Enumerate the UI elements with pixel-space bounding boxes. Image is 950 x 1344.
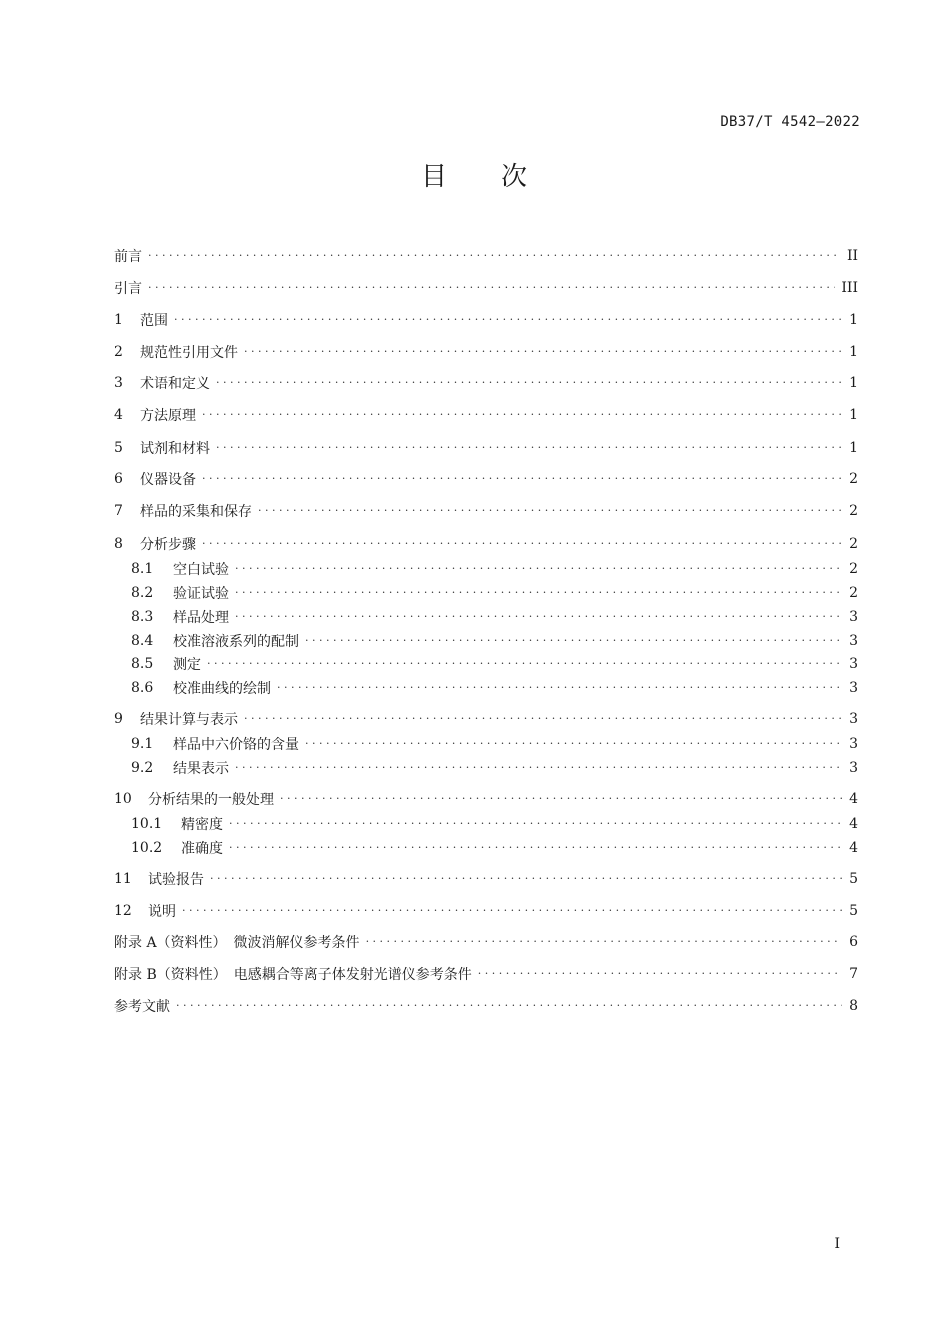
toc-entry-page: 3 xyxy=(849,609,858,625)
title-char-2: 次 xyxy=(501,162,530,192)
toc-entry-number: 11 xyxy=(114,871,132,887)
toc-entry-label: 样品中六价铬的含量 xyxy=(173,737,299,753)
page-title xyxy=(0,156,950,193)
toc-entry-number: 5 xyxy=(114,440,123,456)
leader-dots xyxy=(182,904,842,918)
toc-entry-page: 2 xyxy=(849,503,858,519)
toc-entry-label: 前言 xyxy=(114,249,142,265)
toc-entry-number: 10.2 xyxy=(131,840,163,856)
toc-entry-page: 3 xyxy=(849,680,858,696)
toc-entry[interactable] xyxy=(114,278,858,298)
toc-entry[interactable] xyxy=(114,405,858,425)
toc-entry-number: 6 xyxy=(114,471,123,487)
toc-entry[interactable] xyxy=(114,469,858,489)
toc-entry-page: II xyxy=(846,248,858,264)
toc-entry-label: 分析步骤 xyxy=(140,537,196,553)
toc-entry-number: 12 xyxy=(114,903,132,919)
toc-entry[interactable] xyxy=(114,901,858,921)
toc-entry[interactable] xyxy=(114,534,858,554)
leader-dots xyxy=(235,761,842,775)
toc-entry-label: 结果计算与表示 xyxy=(140,712,238,728)
toc-entry-page: 1 xyxy=(849,407,858,423)
toc-subentry[interactable] xyxy=(131,814,858,834)
toc-entry-label: 术语和定义 xyxy=(140,376,210,392)
toc-entry-page: 3 xyxy=(849,736,858,752)
toc-entry[interactable] xyxy=(114,789,858,809)
toc-entry[interactable] xyxy=(114,709,858,729)
toc-entry-label: 附录 A（资料性） 微波消解仪参考条件 xyxy=(114,935,360,951)
leader-dots xyxy=(280,792,842,806)
toc-entry[interactable] xyxy=(114,501,858,521)
toc-entry-label: 说明 xyxy=(148,904,176,920)
title-char-1: 目 xyxy=(420,162,449,192)
leader-dots xyxy=(174,313,842,327)
toc-entry-number: 8.4 xyxy=(131,633,154,649)
leader-dots xyxy=(235,586,842,600)
leader-dots xyxy=(216,376,842,390)
document-code: DB37/T 4542—2022 xyxy=(720,114,860,130)
toc-entry-number: 8.6 xyxy=(131,680,154,696)
toc-entry-label: 参考文献 xyxy=(114,999,170,1015)
toc-entry-label: 规范性引用文件 xyxy=(140,345,238,361)
toc-entry[interactable] xyxy=(114,310,858,330)
toc-entry-page: 6 xyxy=(849,934,858,950)
toc-entry-number: 10 xyxy=(114,791,132,807)
toc-entry-label: 准确度 xyxy=(181,841,223,857)
toc-entry-page: 1 xyxy=(849,312,858,328)
toc-entry-number: 8.2 xyxy=(131,585,154,601)
toc-entry-label: 精密度 xyxy=(181,817,223,833)
leader-dots xyxy=(176,999,842,1013)
toc-entry-label: 试验报告 xyxy=(148,872,204,888)
leader-dots xyxy=(229,841,842,855)
toc-subentry[interactable] xyxy=(131,583,858,603)
toc-entry-number: 9.2 xyxy=(131,760,154,776)
toc-entry-page: 2 xyxy=(849,585,858,601)
toc-entry-label: 分析结果的一般处理 xyxy=(148,792,274,808)
leader-dots xyxy=(202,537,842,551)
toc-entry-page: 2 xyxy=(849,536,858,552)
leader-dots xyxy=(366,935,842,949)
toc-entry-page: 7 xyxy=(849,966,858,982)
toc-entry[interactable] xyxy=(114,246,858,266)
toc-entry-page: 3 xyxy=(849,711,858,727)
toc-entry-label: 校准溶液系列的配制 xyxy=(173,634,299,650)
leader-dots xyxy=(235,610,842,624)
toc-entry-label: 验证试验 xyxy=(173,586,229,602)
toc-entry-label: 校准曲线的绘制 xyxy=(173,681,271,697)
page-number: I xyxy=(834,1236,840,1252)
toc-entry-page: 5 xyxy=(849,871,858,887)
toc-entry-page: 4 xyxy=(849,840,858,856)
toc-entry[interactable] xyxy=(114,373,858,393)
toc-entry-appendix-a[interactable] xyxy=(114,932,858,952)
leader-dots xyxy=(305,634,842,648)
toc-entry-label: 空白试验 xyxy=(173,562,229,578)
leader-dots xyxy=(305,737,842,751)
toc-entry-number: 9 xyxy=(114,711,123,727)
toc-entry-label: 样品的采集和保存 xyxy=(140,504,252,520)
toc-entry-page: 5 xyxy=(849,903,858,919)
leader-dots xyxy=(478,967,842,981)
toc-subentry[interactable] xyxy=(131,838,858,858)
toc-entry-page: 1 xyxy=(849,440,858,456)
leader-dots xyxy=(258,504,842,518)
toc-subentry[interactable] xyxy=(131,758,858,778)
leader-dots xyxy=(202,472,842,486)
leader-dots xyxy=(235,562,842,576)
toc-entry-page: 3 xyxy=(849,633,858,649)
toc-entry-page: 3 xyxy=(849,760,858,776)
toc-entry-label: 样品处理 xyxy=(173,610,229,626)
leader-dots xyxy=(216,441,842,455)
toc-entry-label: 结果表示 xyxy=(173,761,229,777)
toc-entry-page: 1 xyxy=(849,375,858,391)
leader-dots xyxy=(148,249,841,263)
toc-entry-number: 4 xyxy=(114,407,123,423)
toc-subentry[interactable] xyxy=(131,678,858,698)
toc-entry[interactable] xyxy=(114,869,858,889)
toc-entry-references[interactable] xyxy=(114,996,858,1016)
toc-entry-label: 测定 xyxy=(173,657,201,673)
toc-entry-page: 4 xyxy=(849,816,858,832)
toc-entry-page: 3 xyxy=(849,656,858,672)
leader-dots xyxy=(210,872,842,886)
toc-entry-label: 附录 B（资料性） 电感耦合等离子体发射光谱仪参考条件 xyxy=(114,967,472,983)
toc-entry-page: III xyxy=(841,280,858,296)
toc-entry-label: 范围 xyxy=(140,313,168,329)
toc-subentry[interactable] xyxy=(131,734,858,754)
toc-entry-page: 2 xyxy=(849,471,858,487)
toc-subentry[interactable] xyxy=(131,631,858,651)
leader-dots xyxy=(207,657,842,671)
toc-entry[interactable] xyxy=(114,438,858,458)
toc-entry-number: 2 xyxy=(114,344,123,360)
toc-entry-page: 2 xyxy=(849,561,858,577)
leader-dots xyxy=(244,712,842,726)
toc-entry-page: 4 xyxy=(849,791,858,807)
toc-entry-appendix-b[interactable] xyxy=(114,964,858,984)
leader-dots xyxy=(229,817,842,831)
toc-entry-number: 8.1 xyxy=(131,561,154,577)
toc-entry-label: 方法原理 xyxy=(140,408,196,424)
toc-entry-page: 8 xyxy=(849,998,858,1014)
toc-subentry[interactable] xyxy=(131,654,858,674)
toc-entry-number: 7 xyxy=(114,503,123,519)
toc-entry-number: 9.1 xyxy=(131,736,154,752)
leader-dots xyxy=(244,345,842,359)
toc-subentry[interactable] xyxy=(131,559,858,579)
toc-entry-label: 仪器设备 xyxy=(140,472,196,488)
toc-entry[interactable] xyxy=(114,342,858,362)
toc-entry-number: 8 xyxy=(114,536,123,552)
toc-entry-number: 3 xyxy=(114,375,123,391)
toc-entry-number: 8.5 xyxy=(131,656,154,672)
leader-dots xyxy=(148,281,835,295)
leader-dots xyxy=(277,681,842,695)
toc-entry-number: 10.1 xyxy=(131,816,163,832)
toc-subentry[interactable] xyxy=(131,607,858,627)
leader-dots xyxy=(202,408,842,422)
toc-entry-label: 试剂和材料 xyxy=(140,441,210,457)
toc-entry-label: 引言 xyxy=(114,281,142,297)
toc-entry-number: 1 xyxy=(114,312,123,328)
toc-entry-page: 1 xyxy=(849,344,858,360)
toc-entry-number: 8.3 xyxy=(131,609,154,625)
